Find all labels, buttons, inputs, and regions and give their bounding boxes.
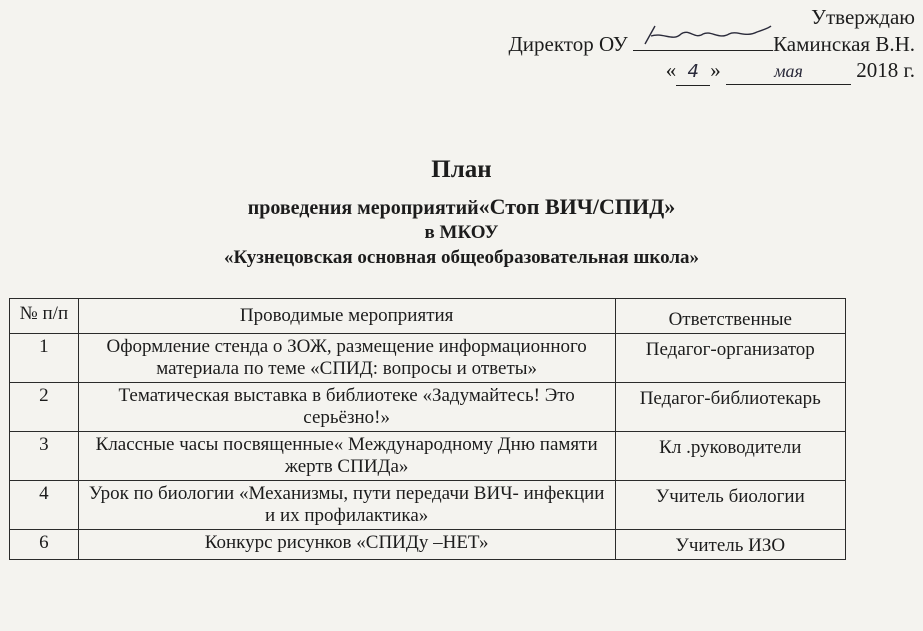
date-day: 4 — [676, 59, 710, 86]
signature — [633, 30, 773, 51]
director-name: Каминская В.Н. — [773, 32, 915, 56]
row-num: 3 — [10, 432, 79, 481]
row-event: Тематическая выставка в библиотеке «Задумайтесь! Это серьёзно!» — [78, 383, 615, 432]
school-name: «Кузнецовская основная общеобразовательная школа» — [223, 247, 699, 268]
signature-scribble — [633, 24, 773, 50]
table-row — [10, 334, 846, 383]
campaign-name: «Стоп ВИЧ/СПИД» — [478, 194, 676, 219]
position-label: Директор ОУ — [508, 32, 628, 56]
director-line — [508, 30, 915, 57]
approval-block — [508, 4, 915, 86]
row-event: Конкурс рисунков «СПИДу –НЕТ» — [78, 530, 615, 560]
approve-label: Утверждаю — [811, 5, 915, 29]
row-responsible: Учитель биологии — [615, 481, 845, 530]
header-event: Проводимые мероприятия — [78, 299, 615, 334]
row-responsible: Педагог-библиотекарь — [615, 383, 845, 432]
row-event: Классные часы посвященные« Международному Дню памяти жертв СПИДа» — [78, 432, 615, 481]
row-event: Оформление стенда о ЗОЖ, размещение информационного материала по теме «СПИД: вопросы и ответы» — [78, 334, 615, 383]
table-row — [10, 481, 846, 530]
quote-open: « — [665, 58, 677, 82]
row-num: 4 — [10, 481, 79, 530]
plan-subtitle-line2: в МКОУ — [424, 222, 499, 243]
plan-subtitle-line1 — [0, 194, 923, 220]
header-responsible: Ответственные — [615, 299, 845, 334]
row-responsible: Педагог-организатор — [615, 334, 845, 383]
plan-heading: План — [431, 156, 492, 183]
row-responsible: Кл .руководители — [615, 432, 845, 481]
row-num: 1 — [10, 334, 79, 383]
quote-close: » — [710, 58, 721, 82]
subtitle-prefix: проведения мероприятий — [247, 197, 479, 219]
row-event: Урок по биологии «Механизмы, пути передачи ВИЧ- инфекции и их профилактика» — [78, 481, 615, 530]
date-year: 2018 г. — [856, 58, 915, 82]
date-month: мая — [726, 58, 851, 85]
row-num: 6 — [10, 530, 79, 560]
row-num: 2 — [10, 383, 79, 432]
header-num: № п/п — [10, 299, 79, 334]
events-table — [9, 298, 846, 560]
table-row — [10, 530, 846, 560]
date-line — [508, 57, 915, 86]
table-row — [10, 383, 846, 432]
row-responsible: Учитель ИЗО — [615, 530, 845, 560]
table-row — [10, 432, 846, 481]
table-header-row — [10, 299, 846, 334]
